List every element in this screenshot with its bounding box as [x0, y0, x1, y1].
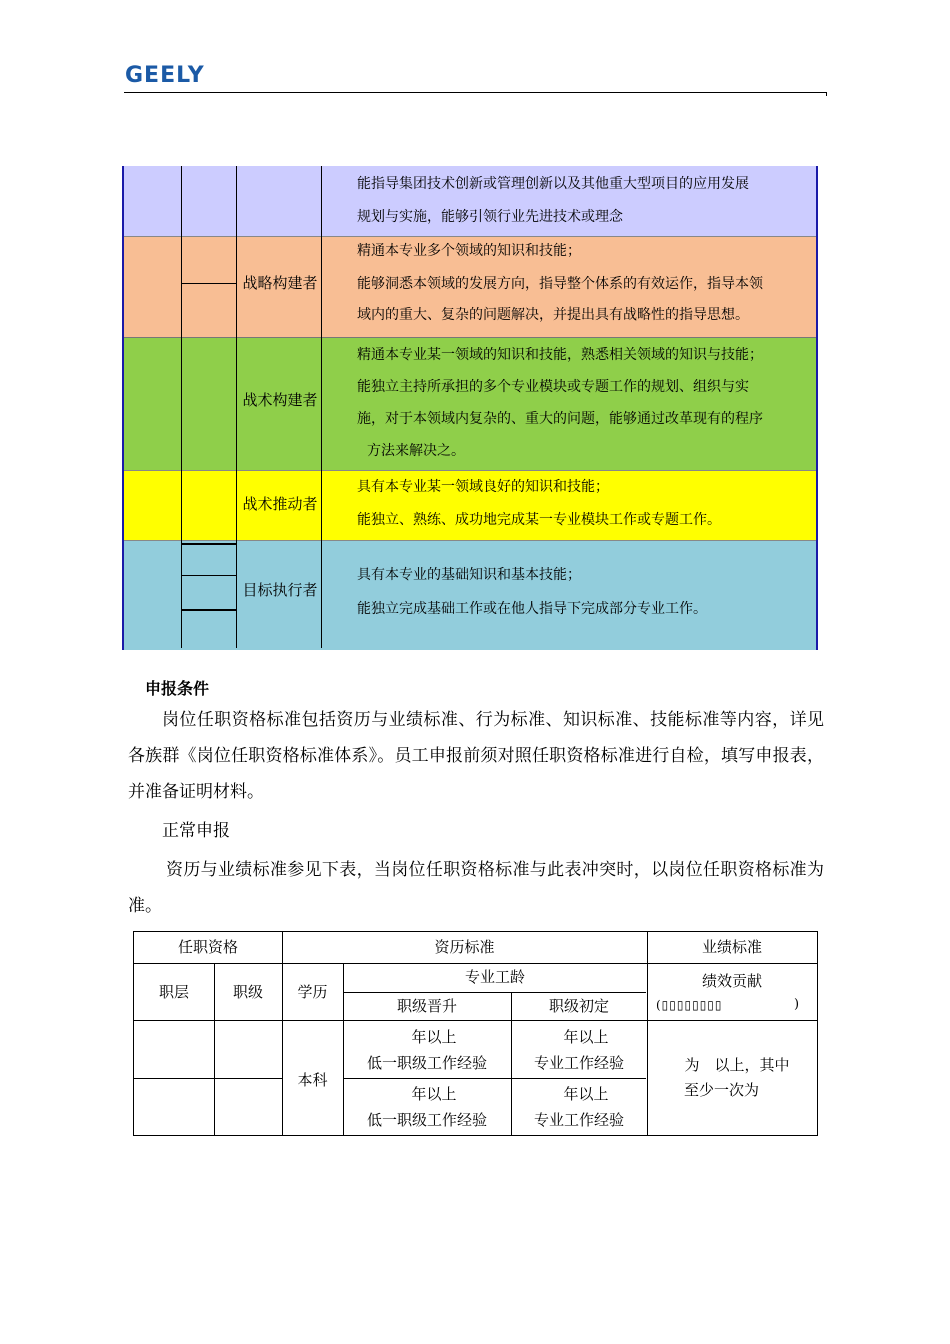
cell-line: 专业工作经验 [533, 1111, 624, 1129]
level-band [124, 166, 816, 236]
header-contribution-note: (▯▯▯▯▯▯▯▯ [656, 998, 723, 1012]
description-line: 方法来解决之。 [367, 443, 465, 459]
promotion-cell [343, 1025, 511, 1075]
cell-line: 至少一次为 [684, 1081, 760, 1099]
header-grade: 职级 [232, 983, 263, 1001]
cell-line: 为 以上，其中 [684, 1056, 790, 1074]
cell-line: 年以上 [563, 1085, 609, 1103]
header-divider-end [826, 92, 827, 96]
cell-divider [181, 609, 236, 611]
description-line: 施，对于本领域内复杂的、重大的问题，能够通过改革现有的程序 [357, 411, 763, 427]
table-rule [647, 932, 648, 1135]
cell-divider [181, 283, 236, 284]
table-rule [134, 1020, 817, 1021]
level-role: 战略构建者 [242, 274, 318, 292]
level-table [122, 166, 818, 650]
header-education: 学历 [297, 983, 328, 1001]
paragraph: 岗位任职资格标准包括资历与业绩标准、行为标准、知识标准、技能标准等内容，详见各族群《岗位任职资格标准体系》。员工申报前须对照任职资格标准进行自检，填写申报表，并准备证明材料。 [128, 710, 824, 802]
level-band [124, 337, 816, 470]
description-line: 规划与实施，能够引领行业先进技术或理念 [357, 209, 623, 225]
column-line [321, 166, 322, 648]
paragraph: 资历与业绩标准参见下表，当岗位任职资格标准与此表冲突时，以岗位任职资格标准为准。 [128, 860, 824, 916]
cell-line: 专业工作经验 [533, 1054, 624, 1072]
header-promotion: 职级晋升 [396, 997, 457, 1015]
table-rule [134, 963, 817, 964]
column-line [181, 166, 182, 648]
qualification-table [133, 931, 818, 1136]
level-band [124, 236, 816, 337]
cell-line: 低一职级工作经验 [366, 1054, 487, 1072]
header-layer: 职层 [158, 983, 189, 1001]
description-line: 具有本专业的基础知识和基本技能； [357, 567, 581, 583]
level-description [357, 235, 814, 332]
header-contribution-close: ) [794, 997, 800, 1012]
level-description [357, 558, 814, 626]
cell-line: 年以上 [411, 1028, 457, 1046]
geely-logo: GEELY [125, 63, 205, 88]
header-qualification: 任职资格 [177, 938, 238, 956]
cell-divider [181, 575, 236, 576]
description-line: 能独立完成基础工作或在他人指导下完成部分专业工作。 [357, 601, 707, 617]
description-line: 能指导集团技术创新或管理创新以及其他重大型项目的应用发展 [357, 176, 749, 192]
level-role: 目标执行者 [242, 581, 318, 599]
level-band [124, 540, 816, 650]
cell-line: 年以上 [563, 1028, 609, 1046]
cell-line: 年以上 [411, 1085, 457, 1103]
education-value: 本科 [297, 1071, 328, 1089]
section-heading: 申报条件 [145, 679, 210, 698]
promotion-cell [343, 1082, 511, 1132]
header-performance: 业绩标准 [701, 938, 762, 956]
level-description [357, 168, 814, 234]
header-work-years: 专业工龄 [464, 968, 525, 986]
cell-line: 低一职级工作经验 [366, 1111, 487, 1129]
description-line: 精通本专业多个领域的知识和技能； [357, 243, 581, 259]
level-band [124, 470, 816, 540]
column-line [236, 166, 237, 648]
level-role: 战术构建者 [242, 391, 318, 409]
level-description [357, 471, 814, 537]
header-divider [124, 92, 827, 93]
cell-divider [181, 543, 236, 545]
description-line: 能独立主持所承担的多个专业模块或专题工作的规划、组织与实 [357, 379, 749, 395]
description-line: 域内的重大、复杂的问题解决，并提出具有战略性的指导思想。 [357, 307, 749, 323]
subheading: 正常申报 [162, 821, 230, 841]
performance-cell [647, 1053, 817, 1102]
band-divider [124, 540, 816, 541]
table-rule [134, 1078, 282, 1079]
header-seniority: 资历标准 [434, 938, 495, 956]
description-line: 能够洞悉本领域的发展方向，指导整个体系的有效运作，指导本领 [357, 276, 763, 292]
table-rule [343, 1078, 646, 1079]
band-divider [124, 337, 816, 338]
header-contribution: 绩效贡献 [701, 972, 762, 990]
header-initial: 职级初定 [548, 997, 609, 1015]
band-divider [124, 236, 816, 237]
level-description [357, 339, 814, 467]
description-line: 能独立、熟练、成功地完成某一专业模块工作或专题工作。 [357, 512, 721, 528]
level-role: 战术推动者 [242, 495, 318, 513]
description-line: 具有本专业某一领域良好的知识和技能； [357, 479, 609, 495]
table-rule [282, 932, 283, 1135]
description-line: 精通本专业某一领域的知识和技能，熟悉相关领域的知识与技能； [357, 347, 763, 363]
initial-cell [511, 1082, 647, 1132]
band-divider [124, 470, 816, 471]
initial-cell [511, 1025, 647, 1075]
table-rule [343, 992, 646, 993]
